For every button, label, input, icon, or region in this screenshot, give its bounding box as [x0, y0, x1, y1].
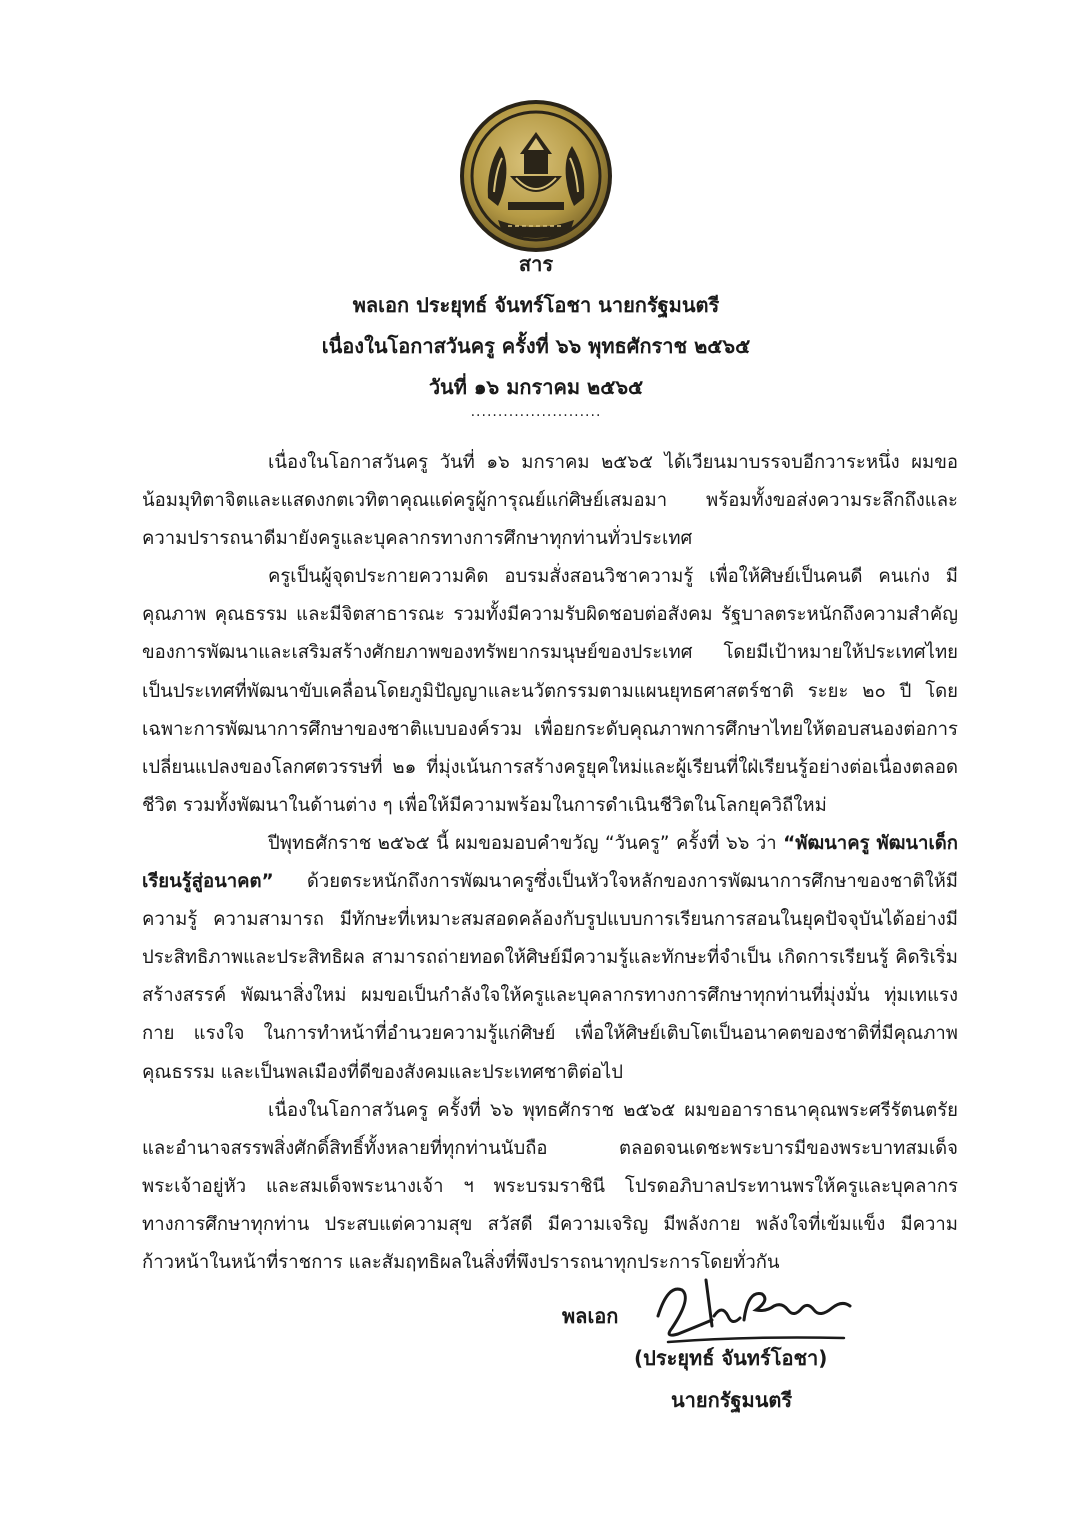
government-seal-icon: [458, 98, 614, 254]
paragraph-3-rest: ด้วยตระหนักถึงการพัฒนาครูซึ่งเป็นหัวใจหลักของการพัฒนาการศึกษาของชาติให้มีความรู้ ความสามารถ มีทักษะที่เหมาะสมสอดคล้องกับรูปแบบการเรียนการสอนในยุคปัจจุบันได้อย่างมีประสิทธิภาพและประสิทธิผล สามารถถ่ายทอดให้ศิษย์มีความรู้และทักษะที่จำเป็น เกิดการเรียนรู้ คิดริเริ่ม สร้างสรรค์ พัฒนาสิ่งใหม่ ผมขอเป็นกำลังใจให้ครูและบุคลากรทางการศึกษาทุกท่านที่มุ่งมั่น ทุ่มเทแรงกาย แรงใจ ในการทำหน้าที่อำนวยความรู้แก่ศิษย์ เพื่อให้ศิษย์เติบโตเป็นอนาคตของชาติที่มีคุณภาพ คุณธรรม และเป็นพลเมืองที่ดีของสังคมและประเทศชาติต่อไป: [142, 871, 958, 1083]
paragraph-1: เนื่องในโอกาสวันครู วันที่ ๑๖ มกราคม ๒๕๖๕ ได้เวียนมาบรรจบอีกวาระหนึ่ง ผมขอน้อมมุทิตาจิตและแสดงกตเวทิตาคุณแด่ครูผู้การุณย์แก่ศิษย์เสมอมา พร้อมทั้งขอส่งความระลึกถึงและความปรารถนาดีมายังครูและบุคลากรทางการศึกษาทุกท่านทั่วประเทศ: [142, 452, 958, 550]
header-author: พลเอก ประยุทธ์ จันทร์โอชา นายกรัฐมนตรี: [352, 293, 720, 317]
handwritten-signature: [648, 1276, 858, 1346]
paragraph-2: ครูเป็นผู้จุดประกายความคิด อบรมสั่งสอนวิชาความรู้ เพื่อให้ศิษย์เป็นคนดี คนเก่ง มีคุณภาพ คุณธรรม และมีจิตสาธารณะ รวมทั้งมีความรับผิดชอบต่อสังคม รัฐบาลตระหนักถึงความสำคัญของการพัฒนาและเสริมสร้างศักยภาพของทรัพยากรมนุษย์ของประเทศ โดยมีเป้าหมายให้ประเทศไทยเป็นประเทศที่พัฒนาขับเคลื่อนโดยภูมิปัญญาและนวัตกรรมตามแผนยุทธศาสตร์ชาติ ระยะ ๒๐ ปี โดยเฉพาะการพัฒนาการศึกษาของชาติแบบองค์รวม เพื่อยกระดับคุณภาพการศึกษาไทยให้ตอบสนองต่อการเปลี่ยนแปลงของโลกศตวรรษที่ ๒๑ ที่มุ่งเน้นการสร้างครูยุคใหม่และผู้เรียนที่ใฝ่เรียนรู้อย่างต่อเนื่องตลอดชีวิต รวมทั้งพัฒนาในด้านต่าง ๆ เพื่อให้มีความพร้อมในการดำเนินชีวิตในโลกยุควิถีใหม่: [142, 566, 958, 816]
paragraph-3: [142, 825, 958, 1092]
paragraph-4: เนื่องในโอกาสวันครู ครั้งที่ ๖๖ พุทธศักราช ๒๕๖๕ ผมขออาราธนาคุณพระศรีรัตนตรัย และอำนาจสรรพสิ่งศักดิ์สิทธิ์ทั้งหลายที่ทุกท่านนับถือ ตลอดจนเดชะพระบารมีของพระบาทสมเด็จพระเจ้าอยู่หัว และสมเด็จพระนางเจ้า ฯ พระบรมราชินี โปรดอภิบาลประทานพรให้ครูและบุคลากรทางการศึกษาทุกท่าน ประสบแต่ความสุข สวัสดี มีความเจริญ มีพลังกาย พลังใจที่เข้มแข็ง มีความก้าวหน้าในหน้าที่ราชการ และสัมฤทธิผลในสิ่งที่พึงปรารถนาทุกประการโดยทั่วกัน: [142, 1099, 958, 1273]
message-body: [142, 444, 958, 1282]
message-header: [0, 244, 1072, 408]
paragraph-3-intro: ปีพุทธศักราช ๒๕๖๕ นี้ ผมขอมอบคำขวัญ “วันครู” ครั้งที่ ๖๖ ว่า: [268, 832, 784, 854]
header-occasion: เนื่องในโอกาสวันครู ครั้งที่ ๖๖ พุทธศักราช ๒๕๖๕: [321, 334, 751, 358]
header-title: สาร: [518, 252, 554, 276]
header-separator: ........................: [470, 404, 602, 420]
teachers-day-motto: “พัฒนาครู พัฒนาเด็ก เรียนรู้สู่อนาคต”: [142, 832, 958, 893]
signature-block: [0, 1270, 1072, 1430]
signature-title: นายกรัฐมนตรี: [671, 1388, 793, 1412]
signature-rank: พลเอก: [562, 1304, 619, 1328]
header-date: วันที่ ๑๖ มกราคม ๒๕๖๕: [428, 375, 644, 399]
signature-name: (ประยุทธ์ จันทร์โอชา): [634, 1346, 828, 1370]
